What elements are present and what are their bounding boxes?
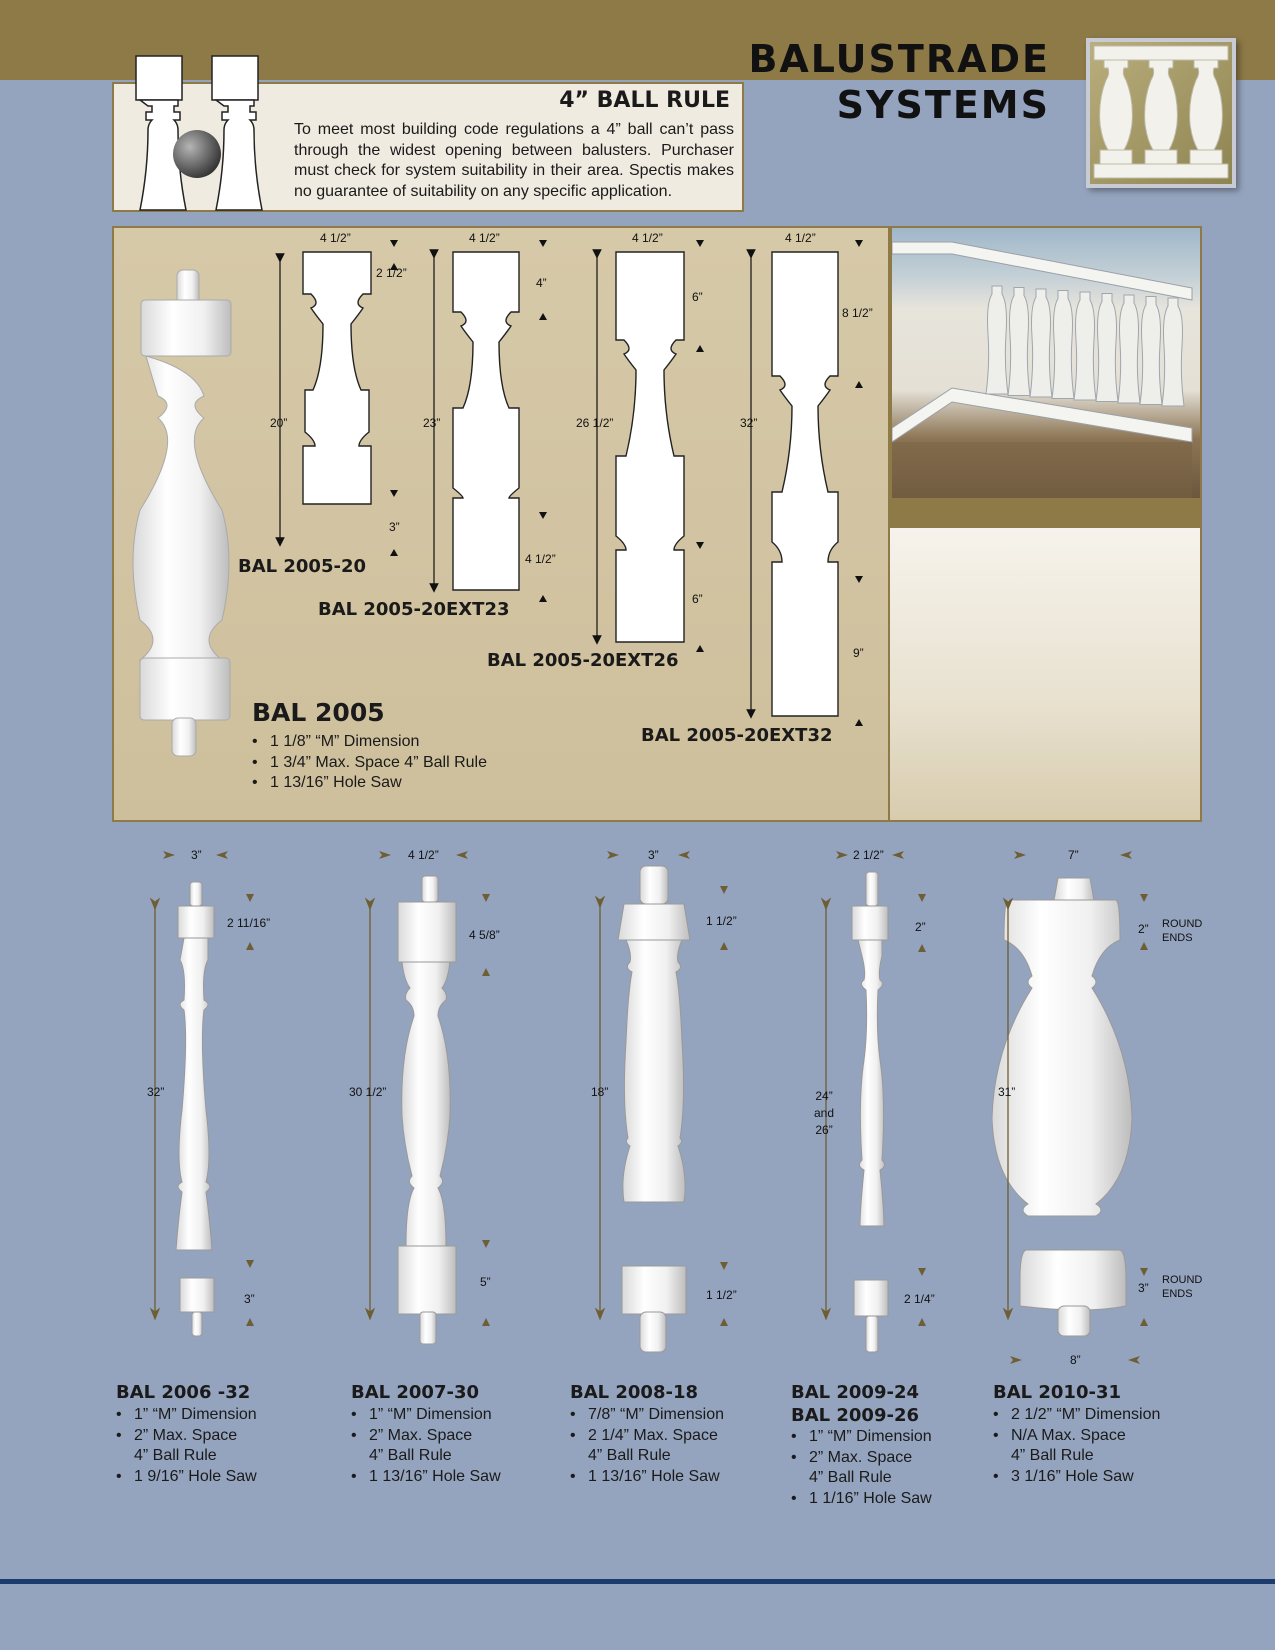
dim-bottom: 5” bbox=[480, 1275, 491, 1289]
dim-top: 2 11/16” bbox=[227, 916, 271, 930]
footer-rule bbox=[0, 1579, 1275, 1584]
dim-top: 2 1/2” bbox=[376, 266, 407, 280]
model-name: BAL 2005-20 bbox=[238, 556, 367, 577]
spec-item: • 3 1/16” Hole Saw bbox=[993, 1467, 1134, 1485]
bal2005-specs bbox=[252, 732, 487, 794]
spec-item: 4” Ball Rule bbox=[1011, 1447, 1094, 1464]
spec-item: • 1 3/4” Max. Space 4” Ball Rule bbox=[252, 753, 487, 771]
dim-bottom: 6” bbox=[692, 592, 703, 606]
dim-height: 31” bbox=[998, 1085, 1016, 1099]
dim-top: 8 1/2” bbox=[842, 306, 873, 320]
model-name: BAL 2008-18 bbox=[570, 1382, 699, 1403]
bal2006-specs bbox=[116, 1405, 257, 1487]
bal2005-line-drawings bbox=[303, 252, 838, 716]
dim-bottom: 3” bbox=[244, 1292, 255, 1306]
dim-top: 4 5/8” bbox=[469, 928, 500, 942]
dim-bottom: 9” bbox=[853, 646, 864, 660]
round-ends-note: ROUND ENDS bbox=[1162, 1274, 1203, 1300]
dim-top: 2” bbox=[915, 920, 926, 934]
dim-top: 2” bbox=[1138, 922, 1149, 936]
dim-width: 7” bbox=[1068, 848, 1079, 862]
spec-item: • 2 1/4” Max. Space bbox=[570, 1426, 718, 1444]
dim-bottom: 4 1/2” bbox=[525, 552, 556, 566]
model-name: BAL 2005-20EXT26 bbox=[487, 650, 679, 671]
spec-item: • 2” Max. Space bbox=[791, 1448, 913, 1466]
dim-width: 4 1/2” bbox=[785, 231, 816, 245]
bottom-baluster-renders bbox=[176, 866, 1132, 1352]
bal2010-specs bbox=[993, 1405, 1160, 1487]
spec-item: • 1 1/8” “M” Dimension bbox=[252, 733, 420, 750]
model-name: BAL 2009-26 bbox=[791, 1405, 920, 1426]
spec-item: • 1” “M” Dimension bbox=[116, 1406, 257, 1423]
model-name: BAL 2005-20EXT23 bbox=[318, 599, 510, 620]
title-line-2: SYSTEMS bbox=[836, 83, 1050, 127]
dim-top: 4” bbox=[536, 276, 547, 290]
dim-bottom: 3” bbox=[389, 520, 400, 534]
spec-item: • N/A Max. Space bbox=[993, 1426, 1126, 1444]
dim-width: 4 1/2” bbox=[469, 231, 500, 245]
spec-item: 4” Ball Rule bbox=[809, 1469, 892, 1486]
spec-item: • 1” “M” Dimension bbox=[791, 1428, 932, 1445]
title-line-1: BALUSTRADE bbox=[748, 37, 1050, 81]
spec-item: • 1 1/16” Hole Saw bbox=[791, 1489, 932, 1507]
spec-item: • 1 13/16” Hole Saw bbox=[351, 1467, 501, 1485]
dim-width-bottom: 8” bbox=[1070, 1353, 1081, 1367]
spec-item: • 2 1/2” “M” Dimension bbox=[993, 1406, 1161, 1423]
model-name: BAL 2007-30 bbox=[351, 1382, 480, 1403]
spec-item: 4” Ball Rule bbox=[369, 1447, 452, 1464]
dim-width: 3” bbox=[191, 848, 202, 862]
ball-rule-heading: 4” BALL RULE bbox=[559, 88, 730, 113]
bal2009-specs bbox=[791, 1427, 932, 1509]
spec-item: 4” Ball Rule bbox=[134, 1447, 217, 1464]
dim-top: 1 1/2” bbox=[706, 914, 737, 928]
dim-width: 4 1/2” bbox=[632, 231, 663, 245]
ball-rule-text: To meet most building code regulations a 4” ball can’t pass through the widest opening between balusters. Purchaser must check for system suitability in their area. Spectis makes no guarantee of suitability on any specific application. bbox=[294, 121, 734, 200]
dim-height: 32” bbox=[740, 416, 758, 430]
dim-height: 20” bbox=[270, 416, 288, 430]
spec-item: • 2” Max. Space bbox=[351, 1426, 473, 1444]
dim-height: 18” bbox=[591, 1085, 609, 1099]
dim-top: 6” bbox=[692, 290, 703, 304]
dim-width: 4 1/2” bbox=[408, 848, 439, 862]
spec-item: • 2” Max. Space bbox=[116, 1426, 238, 1444]
spec-item: • 1 9/16” Hole Saw bbox=[116, 1467, 257, 1485]
bal2005-render bbox=[133, 270, 231, 756]
dim-bottom: 1 1/2” bbox=[706, 1288, 737, 1302]
dim-height: 24” and 26” bbox=[814, 1089, 835, 1137]
model-name: BAL 2006 -32 bbox=[116, 1382, 251, 1403]
spec-item: 4” Ball Rule bbox=[588, 1447, 671, 1464]
spec-item: • 1” “M” Dimension bbox=[351, 1406, 492, 1423]
dim-height: 30 1/2” bbox=[349, 1085, 387, 1099]
round-ends-note: ROUND ENDS bbox=[1162, 918, 1203, 944]
bal2005-title: BAL 2005 bbox=[252, 698, 385, 727]
dim-height: 32” bbox=[147, 1085, 165, 1099]
model-name: BAL 2005-20EXT32 bbox=[641, 725, 833, 746]
spec-item: • 1 13/16” Hole Saw bbox=[252, 774, 402, 791]
dim-bottom: 2 1/4” bbox=[904, 1292, 935, 1306]
dim-height: 23” bbox=[423, 416, 441, 430]
bal2008-specs bbox=[570, 1405, 724, 1487]
model-name: BAL 2010-31 bbox=[993, 1382, 1122, 1403]
dim-width: 2 1/2” bbox=[853, 848, 884, 862]
bal2007-specs bbox=[351, 1405, 501, 1487]
model-name: BAL 2009-24 bbox=[791, 1382, 920, 1403]
dim-width: 3” bbox=[648, 848, 659, 862]
spec-item: • 1 13/16” Hole Saw bbox=[570, 1467, 720, 1485]
dim-height: 26 1/2” bbox=[576, 416, 614, 430]
dim-width: 4 1/2” bbox=[320, 231, 351, 245]
spec-item: • 7/8” “M” Dimension bbox=[570, 1406, 725, 1423]
dim-bottom: 3” bbox=[1138, 1281, 1149, 1295]
